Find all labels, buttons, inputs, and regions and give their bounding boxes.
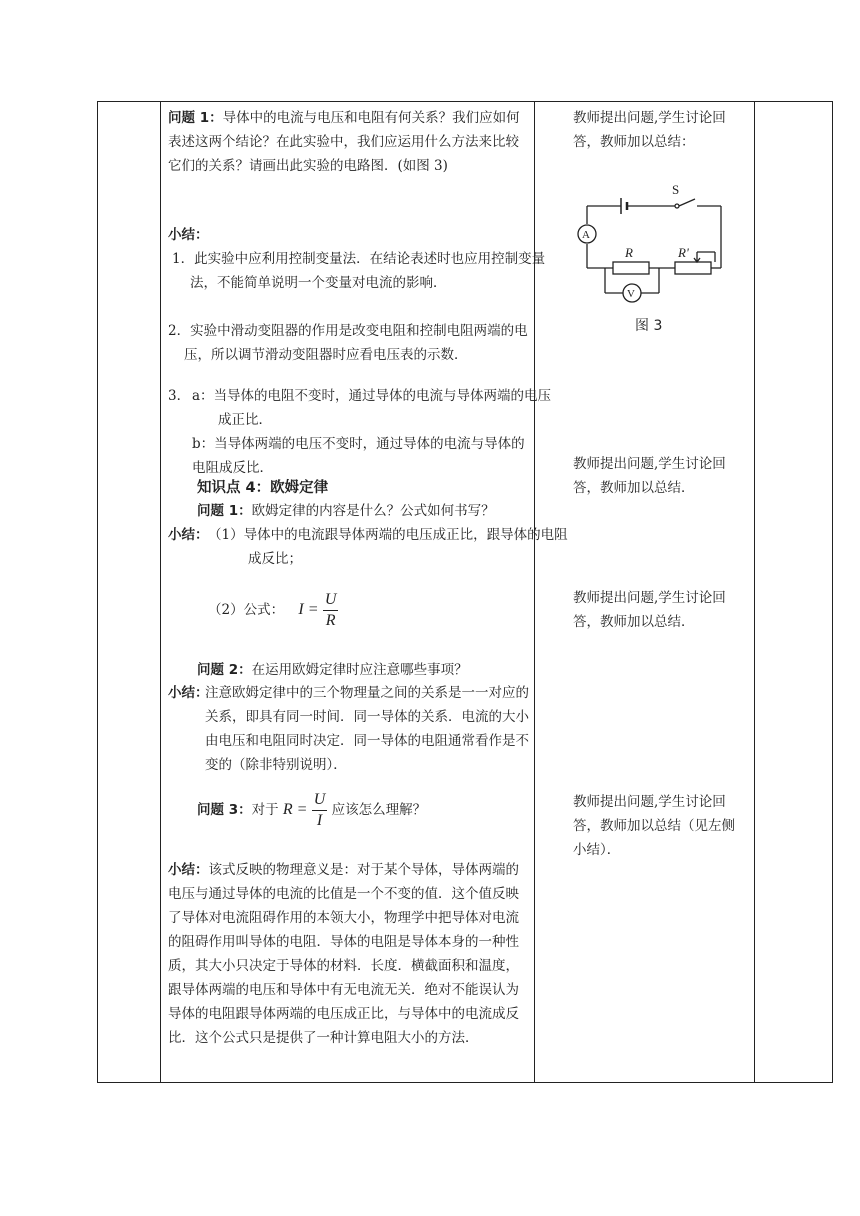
column-divider	[754, 102, 755, 1082]
summary-item-1	[172, 247, 546, 295]
summary-item-2	[168, 319, 544, 367]
lesson-table	[97, 101, 833, 1083]
formula-lhs: R =	[282, 801, 308, 818]
figure-caption: 图 3	[635, 318, 663, 334]
summary-text: 该式反映的物理意义是：对于某个导体，导体两端的电压与通过导体的电流的比值是一个不变的值．这个值反映了导体对电流阻碍作用的本领大小，物理学中把导体对电流的阻碍作用叫导体的电阻．导体的电阻是导体本身的一种性质，其大小只决定于导体的材料．长度．横截面积和温度，跟导体两端的电压和导体中有无电流无关．绝对不能误认为导体的电阻跟导体两端的电压成正比，与导体中的电流成反比．这个公式只是提供了一种计算电阻大小的方法．	[168, 862, 519, 1046]
teacher-note: 教师提出问题,学生讨论回答，教师加以总结．	[573, 590, 726, 630]
content-column	[160, 102, 568, 1082]
item-number: 1．	[172, 251, 195, 267]
summary-label: 小结：	[168, 685, 209, 701]
ohm-question-2	[197, 658, 537, 682]
circuit-diagram	[575, 178, 731, 308]
switch-label: S	[672, 182, 680, 197]
item-letter: b：	[192, 436, 215, 452]
question-1-block	[168, 106, 528, 178]
summary-label: 小结：	[168, 862, 209, 878]
formula-fraction: $\frac{U}{R}$	[324, 591, 337, 629]
formula-fraction: $\frac{U}{I}$	[313, 791, 326, 829]
item-number: 2．	[168, 323, 191, 339]
summary-item-3-number: 3．	[168, 388, 191, 404]
question-label: 问题 2：	[197, 662, 252, 678]
item-text: 实验中滑动变阻器的作用是改变电阻和控制电阻两端的电压，所以调节滑动变阻器时应看电压表的示数．	[184, 323, 528, 363]
question-label: 问题 1：	[197, 503, 252, 519]
formula-label: （2）公式：	[208, 602, 285, 618]
question-label: 问题 3：	[197, 802, 252, 818]
question-text: 在运用欧姆定律时应注意哪些事项？	[251, 662, 468, 678]
summary-item-3a	[192, 384, 554, 432]
summary-label: 小结：	[168, 527, 209, 543]
resistor-label: R	[625, 245, 633, 260]
item-letter: a：	[192, 388, 214, 404]
teacher-note: 教师提出问题,学生讨论回答，教师加以总结．	[573, 456, 726, 496]
activity-column	[535, 102, 754, 1082]
teacher-note: 教师提出问题,学生讨论回答，教师加以总结：	[573, 110, 726, 150]
teacher-note: 教师提出问题,学生讨论回答，教师加以总结（见左侧小结）．	[573, 794, 735, 858]
item-text: 当导体两端的电压不变时，通过导体的电流与导体的电阻成反比．	[192, 436, 525, 476]
item-text: 当导体的电阻不变时，通过导体的电流与导体两端的电压成正比．	[213, 388, 552, 428]
summary-label: 小结：	[168, 227, 209, 243]
question-text: 导体中的电流与电压和电阻有何关系？我们应如何表述这两个结论？在此实验中，我们应运用什么方法来比较它们的关系？请画出此实验的电路图．(如图 3)	[168, 110, 520, 174]
ammeter-label: A	[582, 229, 590, 241]
ohm-law-statement: （1）导体中的电流跟导体两端的电压成正比，跟导体的电阻成反比；	[208, 527, 568, 567]
summary-item-3b	[192, 432, 528, 480]
question-text: 欧姆定律的内容是什么？公式如何书写？	[251, 503, 495, 519]
rheostat-label: R'	[678, 245, 689, 260]
knowledge-point-title: 知识点 4：欧姆定律	[197, 480, 329, 496]
ohm-question-3-summary	[168, 858, 528, 1050]
item-text: 此实验中应利用控制变量法．在结论表述时也应用控制变量法，不能简单说明一个变量对电流的影响．	[190, 251, 546, 291]
question-label: 问题 1：	[168, 110, 223, 126]
ohm-formula	[208, 590, 338, 631]
voltmeter-label: V	[627, 288, 635, 300]
ohm-question-1	[197, 499, 537, 523]
ohm-question-3: 问题 3：对于 R = $\frac{U}{I}$ 应该怎么理解？	[197, 791, 427, 829]
formula-lhs: I =	[298, 601, 319, 618]
ohm-question-2-summary: 注意欧姆定律中的三个物理量之间的关系是一一对应的关系，即具有同一时间．同一导体的关系．电流的大小由电压和电阻同时决定．同一导体的电阻通常看作是不变的（除非特别说明）．	[205, 685, 529, 773]
